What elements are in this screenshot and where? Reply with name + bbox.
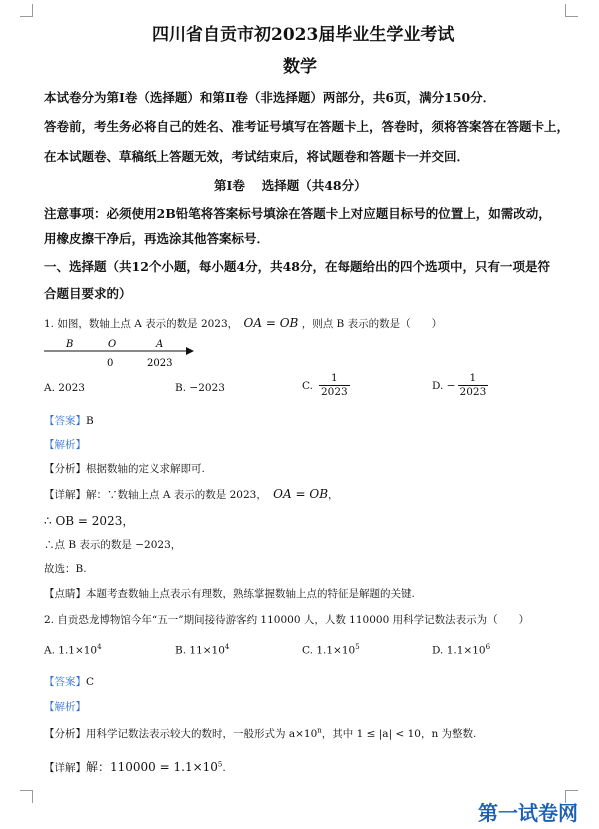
detail-text-b: . [222,762,226,774]
brand-logo: 第一试卷网 [478,801,578,825]
q2-analysis-tag: 【解析】 [44,701,86,713]
q1-detail [44,487,339,502]
corner-mark-top-right [565,4,578,17]
fraction-numerator: 1 [331,372,338,384]
answer-value: C [86,676,95,688]
detail-tag: 【详解】 [44,489,86,501]
exam-title: 四川省自贡市初2023届毕业生学业考试 [152,25,455,45]
part-heading-2: 合题目要求的） [44,286,132,301]
q2-detail [44,758,226,775]
detail-equation: OA = OB [273,487,329,501]
q1-option-d-fraction [458,372,489,399]
q1-fenxi [44,461,205,476]
q2-stem: 2. 自贡恐龙博物馆今年“五一”期间接待游客约 110000 人，人数 110000 用科学记数法表示为（ ） [44,614,530,626]
corner-mark-bottom-left [20,790,33,803]
q1-option-c [302,372,350,399]
q2-answer [44,674,94,689]
q1-option-d-label: D. − [432,379,456,392]
q1-option-d [432,372,488,399]
q2-option-c [302,643,360,657]
q1-stem-equation: OA = OB [243,316,299,330]
comment-text: 本题考查数轴上点表示有理数，熟练掌握数轴上点的特征是解题的关键. [86,588,415,600]
point-b-label: B [66,339,74,350]
detail-text: 解：∵数轴上点 A 表示的数是 2023， [86,489,267,501]
q2-option-d [432,643,490,657]
q1-stem-part-a: 1. 如图，数轴上点 A 表示的数是 2023， [44,318,239,330]
q2-option-d-text: D. 1.1×10 [432,644,486,657]
fenxi-tag: 【分析】 [44,463,86,475]
answer-value: B [86,415,94,427]
q2-option-d-exponent: 6 [485,643,491,651]
detail-exponent: 5 [217,760,223,769]
number-line-arrow [186,347,194,355]
q2-option-c-exponent: 5 [355,643,360,651]
intro-line-3: 在本试题卷、草稿纸上答题无效，考试结束后，将试题卷和答题卡一并交回． [44,149,470,164]
intro-line-2: 答卷前，考生务必将自己的姓名、准考证号填写在答题卡上，答卷时，须将答案答在答题卡上， [44,119,570,134]
q1-step-2: ∴点 B 表示的数是 −2023， [44,539,182,551]
q1-step-3: 故选：B. [44,563,87,575]
q2-option-b-text: B. 11×10 [175,644,225,657]
q1-answer [44,413,94,428]
fenxi-tag: 【分析】 [44,728,86,740]
q1-option-b: B. −2023 [175,382,225,394]
q1-stem-part-b: ，则点 B 表示的数是（ ） [301,318,443,330]
q1-number-line [40,336,200,372]
q2-fenxi [44,726,476,741]
answer-tag: 【答案】 [44,676,86,688]
q1-comment [44,586,415,601]
detail-tag: 【详解】 [44,762,86,774]
exam-subject: 数学 [283,57,317,77]
fenxi-text-b: ，其中 1 ≤ |a| < 10，n 为整数. [321,728,477,740]
fraction-denominator: 2023 [321,386,348,398]
point-o-label: O [108,339,117,350]
q1-option-c-label: C. [302,379,313,392]
corner-mark-top-left [20,4,33,17]
fraction-numerator: 1 [469,372,477,384]
detail-text-a: 解：110000 = 1.1×10 [86,760,218,774]
q2-option-a-exponent: 4 [97,643,102,651]
q1-option-c-fraction [319,372,350,399]
notice-line-2: 用橡皮擦干净后，再选涂其他答案标号． [44,231,270,246]
q2-option-b [175,643,229,657]
comment-tag: 【点睛】 [44,588,86,600]
q2-option-c-text: C. 1.1×10 [302,644,356,657]
fenxi-text-a: 用科学记数法表示较大的数时，一般形式为 a×10 [86,728,318,740]
point-a-label: A [156,339,164,350]
tick-2023-label: 2023 [147,358,173,369]
number-line-svg [40,336,200,372]
q2-option-b-exponent: 4 [224,643,230,651]
q2-option-a [44,643,102,657]
tick-zero-label: 0 [107,358,114,369]
q2-option-a-text: A. 1.1×10 [44,644,98,657]
part-heading-1: 一、选择题（共12个小题，每小题4分，共48分，在每题给出的四个选项中，只有一项是符 [44,259,550,274]
notice-line-1: 注意事项：必须使用2B铅笔将答案标号填涂在答题卡上对应题目标号的位置上，如需改动， [44,206,551,221]
q1-option-a: A. 2023 [44,382,85,394]
section-heading: 第Ⅰ卷 选择题（共48分） [214,178,367,193]
q1-analysis-tag: 【解析】 [44,439,86,451]
intro-line-1: 本试卷分为第Ⅰ卷（选择题）和第Ⅱ卷（非选择题）两部分，共6页，满分150分． [44,90,496,105]
fenxi-text: 根据数轴的定义求解即可. [86,463,205,475]
q1-step-1: ∴ OB = 2023， [44,514,135,528]
detail-comma: ， [328,489,339,501]
q1-stem [44,316,442,331]
answer-tag: 【答案】 [44,415,86,427]
fenxi-exponent: n [317,726,322,735]
fraction-denominator: 2023 [459,386,487,398]
